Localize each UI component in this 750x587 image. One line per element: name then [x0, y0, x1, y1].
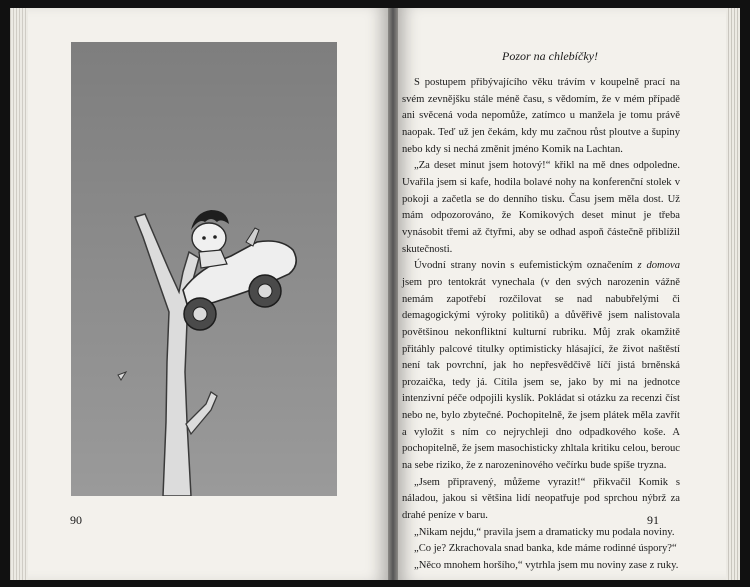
book-gutter	[388, 8, 398, 580]
page-number-left: 90	[70, 513, 82, 527]
page-edges-left	[10, 8, 28, 580]
running-head: Pozor na chlebíčky!	[502, 49, 598, 63]
car-on-tree-illustration-icon	[71, 42, 337, 496]
paragraph: „Za deset minut jsem hotový!“ křikl na mě dnes odpoledne. Uvařila jsem si kafe, hodila bolavé nohy na konferenční stolek v pokoji a začetla se do denního tisku. Času jsem měla dost. Už mám odpozorováno, že Komikových deset minut je třeba vynásobit třemi až čtyřmi, aby se odhad aspoň částečně přiblížil skutečnosti.	[402, 160, 680, 255]
page-number-right: 91	[647, 513, 659, 527]
paragraph: „Nikam nejdu,“ pravila jsem a dramaticky mu podala noviny.	[414, 526, 675, 538]
paragraph: „Jsem připravený, můžeme vyrazit!“ přikvačil Komik s náladou, jakou si většina lidí neopatřuje pod sprchou nýbrž za drahé peníze v baru.	[402, 476, 680, 522]
paragraph: „Něco mnohem horšího,“ vytrhla jsem mu noviny zase z ruky.	[414, 560, 679, 572]
paragraph: S postupem přibývajícího věku trávím v koupelně prací na svém zevnějšku stále méně času, s vědomím, že v mém případě ani svěcená voda nepomůže, zatímco u manžela je tomu právě naopak. Teď už jen čekám, kdy mu začnou růst ploutve a šupiny nebo kdy si nechá změnit jméno Komik na Lachtan.	[402, 77, 680, 155]
page-edges-right	[726, 8, 740, 580]
paragraph: Úvodní strany novin s eufemistickým označením z domova jsem pro tentokrát vynechala (v den svých narozenin vážně nemám zapotřebí rozčilovat se nad nabubřelými či demagogickými výroky politiků) a důvěřivě jsem nalistovala povětšinou nekonfliktní kulturní rubriku. Můj zrak okamžitě přitáhly palcové titulky optimisticky hlásající, že život naštěstí není tak povrchní, jak ho nepřesvědčivě líčí jistá brněnská prozaička, tedy já. Cítila jsem se, jako by mi na jednotce intenzivní péče odpojili kyslík. Pokládat si otázku za recenzi číst nebo ne, bylo zbytečné. Pochopitelně, že jsem plátek měla zavřít a vyložit s ním co nejrychleji dno odpadkového koše. A pochopitelně, že jsem masochisticky zhltala kritiku celou, berouc na sebe riziko, že z narozeninového večírku bude spíše tryzna.	[402, 260, 681, 472]
paragraph: „Co je? Zkrachovala snad banka, kde máme rodinné úspory?“	[414, 543, 677, 555]
body-text	[402, 75, 680, 575]
